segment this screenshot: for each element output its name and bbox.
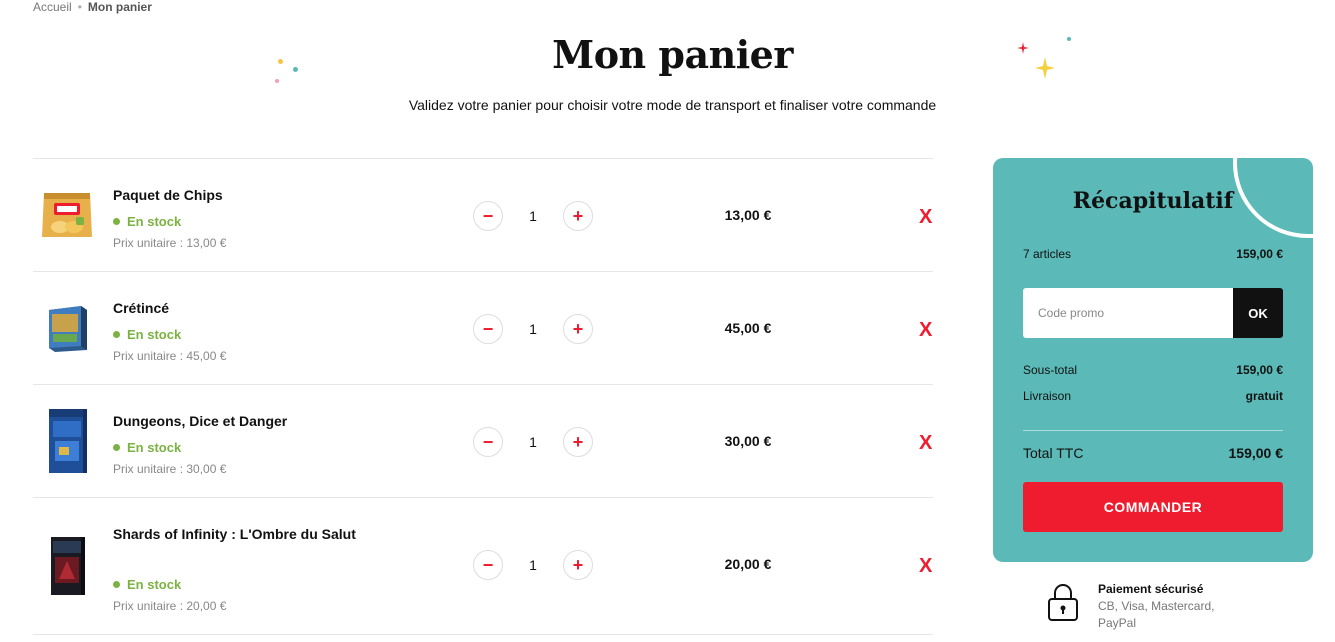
shipping-value: gratuit (1245, 389, 1283, 403)
decrease-quantity-button[interactable]: − (473, 550, 503, 580)
line-price: 20,00 € (724, 556, 772, 572)
summary-divider (1023, 430, 1283, 431)
lock-icon (1046, 582, 1080, 622)
total-line (1023, 445, 1283, 461)
quantity-stepper (473, 427, 593, 457)
cart-item (33, 159, 933, 272)
cart-item (33, 385, 933, 498)
product-image[interactable] (33, 181, 101, 249)
quantity-value: 1 (529, 434, 537, 450)
breadcrumb-current: Mon panier (87, 0, 152, 14)
quantity-stepper (473, 314, 593, 344)
secure-payment-title: Paiement sécurisé (1098, 582, 1204, 596)
line-price: 13,00 € (724, 207, 772, 223)
unit-price: Prix unitaire : 20,00 € (113, 599, 227, 613)
increase-quantity-button[interactable]: + (563, 550, 593, 580)
stock-status (113, 577, 181, 592)
product-image[interactable] (33, 532, 101, 600)
remove-item-button[interactable]: X (919, 432, 933, 454)
breadcrumb-separator: • (77, 0, 82, 14)
breadcrumb (33, 0, 152, 14)
stock-label: En stock (127, 214, 182, 229)
quantity-value: 1 (529, 557, 537, 573)
summary-title: Récapitulatif (1072, 188, 1234, 214)
cart-item (33, 272, 933, 385)
product-name[interactable]: Dungeons, Dice et Danger (113, 413, 288, 429)
stock-status (113, 214, 181, 229)
line-price: 30,00 € (724, 433, 772, 449)
quantity-stepper (473, 550, 593, 580)
stock-dot (113, 218, 120, 225)
stock-dot (113, 581, 120, 588)
line-price: 45,00 € (724, 320, 772, 336)
secure-payment-text (1098, 582, 1238, 632)
quantity-value: 1 (529, 208, 537, 224)
stock-status (113, 327, 181, 342)
stock-label: En stock (127, 577, 182, 592)
stock-dot (113, 331, 120, 338)
promo-form (1023, 288, 1283, 338)
articles-line (1023, 247, 1283, 261)
remove-item-button[interactable]: X (919, 206, 933, 228)
remove-item-button[interactable]: X (919, 319, 933, 341)
cart-list (33, 158, 933, 635)
subtotal-value: 159,00 € (1236, 363, 1283, 377)
stock-label: En stock (127, 440, 182, 455)
apply-promo-button[interactable]: OK (1233, 288, 1283, 338)
total-value: 159,00 € (1228, 445, 1283, 461)
order-summary-panel (993, 158, 1313, 562)
order-button[interactable]: COMMANDER (1023, 482, 1283, 532)
promo-code-input[interactable] (1023, 288, 1233, 338)
articles-value: 159,00 € (1236, 247, 1283, 261)
increase-quantity-button[interactable]: + (563, 201, 593, 231)
shipping-line (1023, 389, 1283, 403)
product-image[interactable] (33, 407, 101, 475)
increase-quantity-button[interactable]: + (563, 427, 593, 457)
stock-dot (113, 444, 120, 451)
product-name[interactable]: Shards of Infinity : L'Ombre du Salut (113, 526, 356, 542)
total-label: Total TTC (1023, 445, 1084, 461)
remove-item-button[interactable]: X (919, 555, 933, 577)
page-subtitle: Validez votre panier pour choisir votre mode de transport et finaliser votre commande (408, 97, 937, 113)
decrease-quantity-button[interactable]: − (473, 314, 503, 344)
subtotal-label: Sous-total (1023, 363, 1078, 377)
secure-payment-info (1046, 582, 1238, 632)
quantity-stepper (473, 201, 593, 231)
decrease-quantity-button[interactable]: − (473, 427, 503, 457)
product-name[interactable]: Crétincé (113, 300, 170, 316)
page-title: Mon panier (552, 32, 793, 77)
secure-payment-methods: CB, Visa, Mastercard, PayPal (1098, 599, 1215, 630)
confetti-dot (275, 79, 279, 83)
cart-item (33, 498, 933, 635)
unit-price: Prix unitaire : 30,00 € (113, 462, 227, 476)
shipping-label: Livraison (1023, 389, 1072, 403)
stock-status (113, 440, 181, 455)
breadcrumb-home-link[interactable]: Accueil (33, 0, 72, 14)
unit-price: Prix unitaire : 13,00 € (113, 236, 227, 250)
stock-label: En stock (127, 327, 182, 342)
unit-price: Prix unitaire : 45,00 € (113, 349, 227, 363)
quantity-value: 1 (529, 321, 537, 337)
articles-label: 7 articles (1023, 247, 1072, 261)
subtotal-line (1023, 363, 1283, 377)
increase-quantity-button[interactable]: + (563, 314, 593, 344)
product-name[interactable]: Paquet de Chips (113, 187, 223, 203)
decrease-quantity-button[interactable]: − (473, 201, 503, 231)
product-image[interactable] (33, 294, 101, 362)
